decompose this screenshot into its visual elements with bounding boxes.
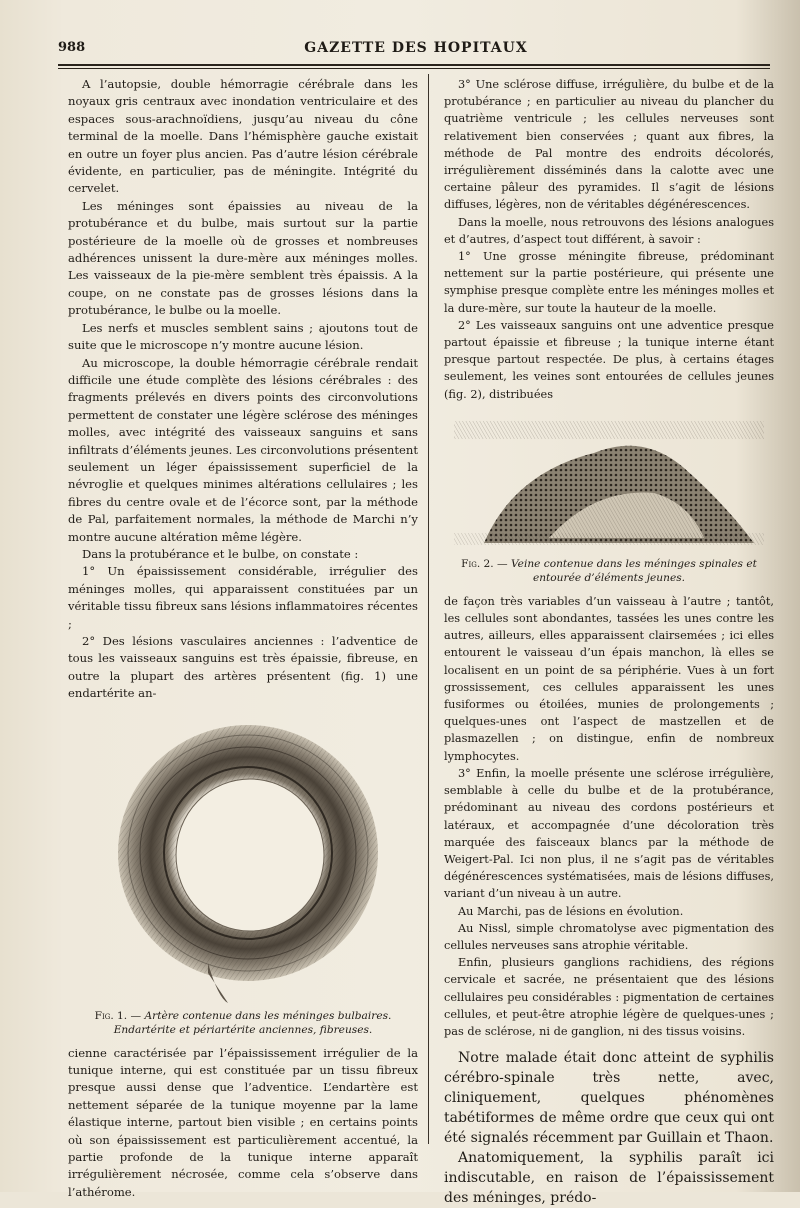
right-column (444, 76, 774, 1208)
paragraph: Dans la protubérance et le bulbe, on constate : (82, 546, 359, 561)
header-rule-thin (58, 68, 770, 69)
artery-illustration (108, 713, 388, 1003)
paragraph-large: Notre malade était donc atteint de syphilis cérébro-spinale très nette, avec, cliniquement, quelques phénomènes tabétiformes de même ordre que ceux qui ont été signalés récemment par Guillain et Thaon. (444, 1050, 774, 1147)
figure-1 (68, 713, 418, 1037)
figure-1-caption (68, 1009, 418, 1037)
figure-2-caption (444, 557, 774, 585)
paragraph: Enfin, plusieurs ganglions rachidiens, des régions cervicale et sacrée, ne présentaient que des lésions cellulaires peu considérables : pigmentation de certaines cellules, et peut-être atrophie légère de quelques-unes ; pas de sclérose, ni de ganglion, ni des tissus voisins. (444, 956, 774, 1038)
figure-1-number: Fig. 1. (94, 1009, 128, 1022)
paragraph: 3° Une sclérose diffuse, irrégulière, du bulbe et de la protubérance ; en particulier au niveau du plancher du quatrième ventricule ; les cellules nerveuses sont relativement bien conservées ; quant aux fibres, la méthode de Pal montre des endroits décolorés, irrégulièrement disséminés dans la calotte avec une certaine pâleur des pyramides. Il s’agit de lésions diffuses, légères, non de véritables dégénérescences. (444, 78, 774, 212)
running-title: GAZETTE DES HOPITAUX (304, 40, 528, 56)
paragraph: Les nerfs et muscles semblent sains ; ajoutons tout de suite que le microscope n’y montre aucune lésion. (68, 320, 418, 353)
paragraph: 1° Un épaississement considérable, irrégulier des méninges molles, qui apparaissent constituées par un véritable tissu fibreux sans lésions inflammatoires récentes ; (68, 564, 418, 631)
figure-2-number: Fig. 2. (461, 557, 494, 570)
paragraph: 2° Les vaisseaux sanguins ont une adventice presque partout épaissie et fibreuse ; la tunique interne étant presque partout respectée. De plus, à certains étages seulement, les veines sont entourées de cellules jeunes (fig. 2), distribuées (444, 318, 774, 401)
paragraph: 1° Une grosse méningite fibreuse, prédominant nettement sur la partie postérieure, qui présente une symphise presque complète entre les méninges molles et la dure-mère, sur toute la hauteur de la moelle. (444, 250, 774, 315)
page-header (58, 40, 774, 60)
paragraph: Au Nissl, simple chromatolyse avec pigmentation des cellules nerveuses sans atrophie véritable. (444, 921, 774, 952)
header-rule (58, 64, 770, 66)
paragraph: de façon très variables d’un vaisseau à l’autre ; tantôt, les cellules sont abondantes, tassées les unes contre les autres, ailleurs, elles apparaissent clairsemées ; ici elles entourent le vaisseau d’un épais manchon, là elles se localisent en un point de sa périphérie. Vues à un fort grossissement, ces cellules apparaissent les unes fusiformes ou étoilées, munies de prolongements ; quelques-unes ont l’aspect de mastzellen et de plasmazellen ; on distingue, enfin de nombreux lymphocytes. (444, 594, 774, 763)
vein-illustration (454, 413, 764, 551)
paragraph: 2° Des lésions vasculaires anciennes : l’adventice de tous les vaisseaux sanguins est très épaissie, fibreuse, en outre la plupart des artères présentent (fig. 1) une endartérite an- (68, 634, 418, 701)
paragraph: Dans la moelle, nous retrouvons des lésions analogues et d’autres, d’aspect tout différent, à savoir : (444, 215, 774, 246)
column-divider (428, 74, 429, 1144)
paragraph-large: Anatomiquement, la syphilis paraît ici indiscutable, en raison de l’épaississement des méninges, prédo- (444, 1150, 774, 1207)
figure-1-caption-text: — Artère contenue dans les méninges bulbaires. Endartérite et périartérite anciennes, fibreuses. (113, 1009, 392, 1036)
paragraph: Au microscope, la double hémorragie cérébrale rendait difficile une étude complète des lésions cérébrales : des fragments prélevés en divers points des circonvolutions permettent de constater une légère sclérose des méninges molles, avec intégrité des vaisseaux sanguins et sans infiltrats d’éléments jeunes. Les circonvolutions présentent seulement un léger épaississement superficiel de la névroglie et quelques minimes altérations cellulaires ; les fibres du centre ovale et de l’écorce sont, par la méthode de Pal, parfaitement normales, la méthode de Marchi n’y montre aucune altération même légère. (68, 355, 418, 544)
paragraph: A l’autopsie, double hémorragie cérébrale dans les noyaux gris centraux avec inondation ventriculaire et des espaces sous-arachnoïdiens, jusqu’au niveau du cône terminal de la moelle. Dans l’hémisphère gauche existait en outre un foyer plus ancien. Pas d’autre lésion cérébrale évidente, en particulier, pas de méningite. Intégrité du cervelet. (68, 77, 418, 196)
paragraph: Les méninges sont épaissies au niveau de la protubérance et du bulbe, mais surtout sur la partie postérieure de la moelle où de grosses et nombreuses adhérences unissent la dure-mère aux méninges molles. Les vaisseaux de la pie-mère semblent très épaissis. A la coupe, on ne constate pas de grosses lésions dans la protubérance, le bulbe ou la moelle. (68, 198, 418, 318)
paragraph: cienne caractérisée par l’épaississement irrégulier de la tunique interne, qui est constituée par un tissu fibreux presque aussi dense que l’adventice. L’endartère est nettement séparée de la tunique moyenne par la lame élastique interne, partout bien visible ; en certains points où son épaississement est particulièrement accentué, la partie profonde de la tunique interne apparaît irrégulièrement nécrosée, comme cela s’observe dans l’athérome. (68, 1045, 418, 1199)
paragraph: Au Marchi, pas de lésions en évolution. (458, 904, 684, 918)
figure-2-caption-text: — Veine contenue dans les méninges spinales et entourée d’éléments jeunes. (493, 557, 757, 584)
left-column (68, 76, 418, 1201)
paragraph: 3° Enfin, la moelle présente une sclérose irrégulière, semblable à celle du bulbe et de la protubérance, prédominant au niveau des cordons postérieurs et latéraux, et accompagnée d’une décoloration très marquée des faisceaux blancs par la méthode de Weigert-Pal. Ici non plus, il ne s’agit pas de véritables dégénérescences systématisées, mais de lésions diffuses, variant d’un niveau à un autre. (444, 766, 774, 901)
page-number: 988 (58, 40, 86, 55)
figure-2 (444, 413, 774, 585)
